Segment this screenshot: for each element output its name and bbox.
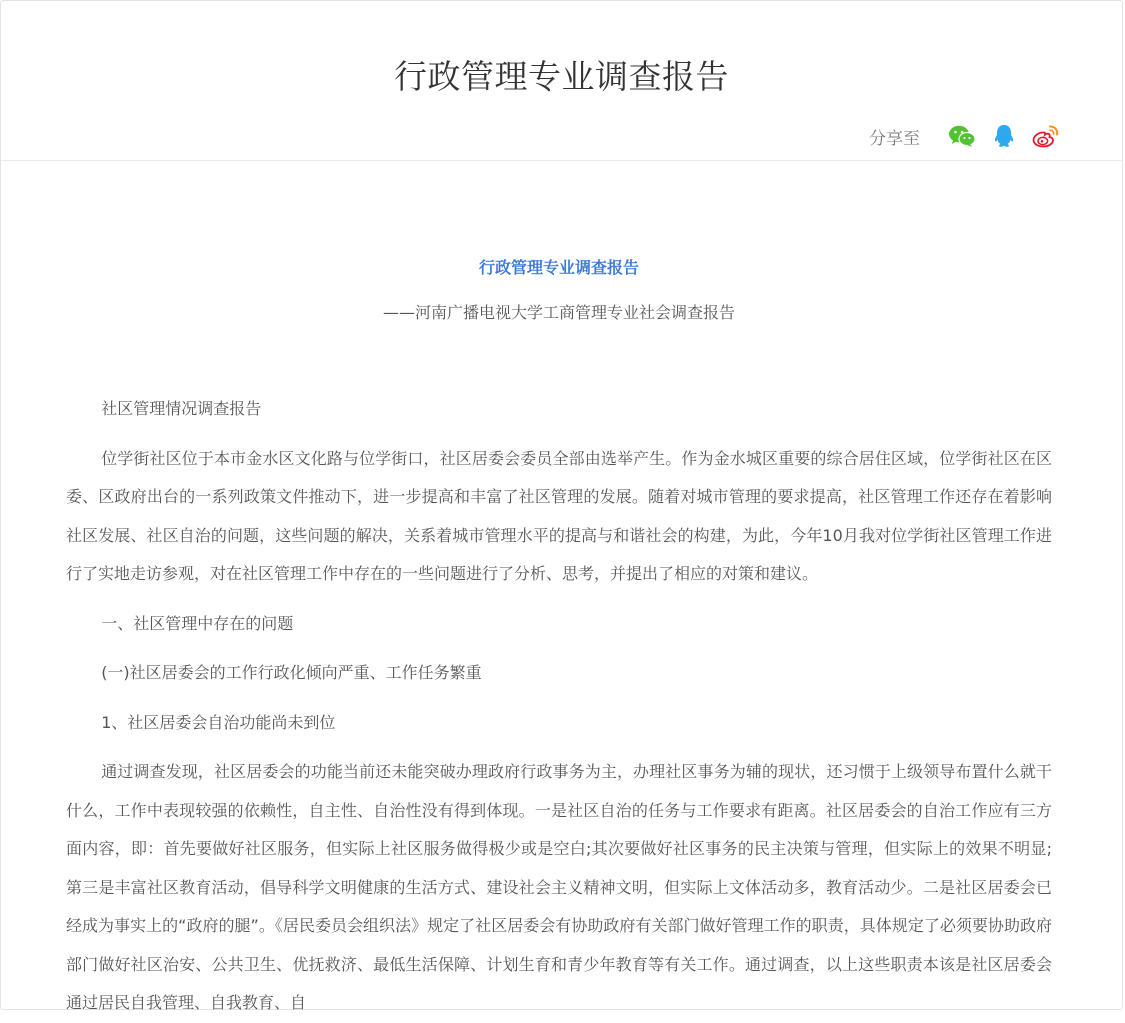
weibo-icon[interactable]	[1032, 124, 1060, 148]
document-title: 行政管理专业调查报告	[478, 258, 639, 277]
share-bar	[869, 123, 1060, 149]
paragraph-list	[66, 390, 1052, 1023]
paragraph: 位学街社区位于本市金水区文化路与位学街口，社区居委会委员全部由选举产生。作为金水城区重要的综合居住区域，位学街社区在区委、区政府出台的一系列政策文件推动下，进一步提高和丰富了社区管理的发展。随着对城市管理的要求提高，社区管理工作还存在着影响社区发展、社区自治的问题，这些问题的解决，关系着城市管理水平的提高与和谐社会的构建，为此，今年10月我对位学街社区管理工作进行了实地走访参观，对在社区管理工作中存在的一些问题进行了分析、思考，并提出了相应的对策和建议。	[66, 448, 1052, 583]
share-label: 分享至	[869, 128, 920, 149]
article-header	[1, 1, 1122, 161]
paragraph: 社区管理情况调查报告	[101, 399, 262, 418]
page-title: 行政管理专业调查报告	[394, 57, 729, 96]
article-body	[1, 255, 1122, 1023]
wechat-icon[interactable]	[948, 124, 976, 148]
section-heading: 一、社区管理中存在的问题	[101, 613, 294, 633]
paragraph: 通过调查发现，社区居委会的功能当前还未能突破办理政府行政事务为主，办理社区事务为辅的现状，还习惯于上级领导布置什么就干什么，工作中表现较强的依赖性，自主性、自治性没有得到体现。一是社区自治的任务与工作要求有距离。社区居委会的自治工作应有三方面内容，即：首先要做好社区服务，但实际上社区服务做得极少或是空白;其次要做好社区事务的民主决策与管理，但实际上的效果不明显;第三是丰富社区教育活动，倡导科学文明健康的生活方式、建设社会主义精神文明，但实际上文体活动多，教育活动少。二是社区居委会已经成为事实上的“政府的腿”。《居民委员会组织法》规定了社区居委会有协助政府有关部门做好管理工作的职责，具体规定了必须要协助政府部门做好社区治安、公共卫生、优抚救济、最低生活保障、计划生育和青少年教育等有关工作。通过调查，以上这些职责本该是社区居委会通过居民自我管理、自我教育、自	[66, 762, 1052, 1012]
subsection-heading: 1、社区居委会自治功能尚未到位	[101, 712, 336, 732]
document-subtitle: ——河南广播电视大学工商管理专业社会调查报告	[382, 303, 735, 322]
subsection-heading: (一)社区居委会的工作行政化倾向严重、工作任务繁重	[101, 663, 482, 682]
qq-icon[interactable]	[990, 124, 1018, 148]
